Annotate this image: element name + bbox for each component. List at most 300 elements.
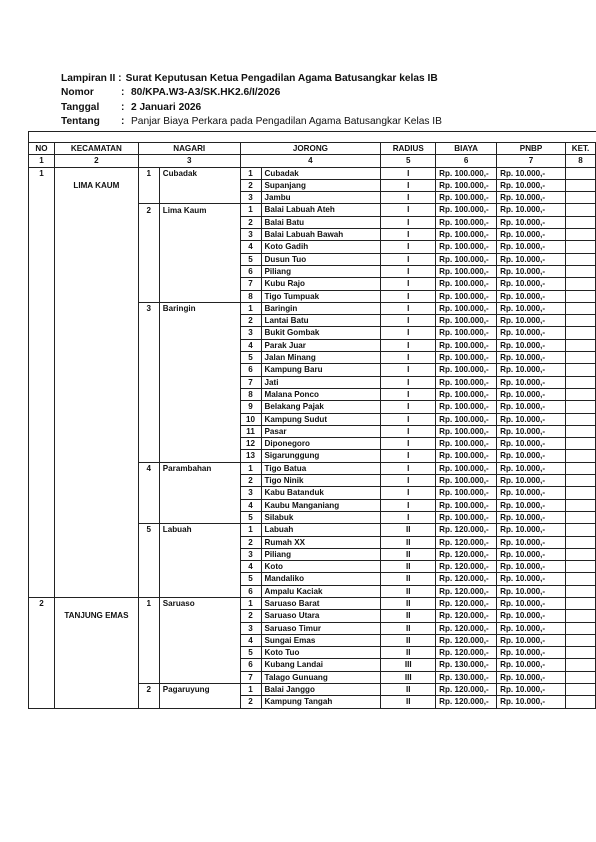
table-row	[29, 192, 596, 204]
biaya-cell: Rp. 100.000,-	[436, 253, 497, 265]
radius-cell: I	[381, 462, 436, 474]
pnbp-cell: Rp. 10.000,-	[497, 548, 566, 560]
nagari-name	[159, 475, 240, 487]
ket-cell	[565, 401, 595, 413]
radius-cell: I	[381, 499, 436, 511]
header-row	[29, 143, 596, 155]
table-row	[29, 216, 596, 228]
nagari-name	[159, 511, 240, 523]
table-row	[29, 671, 596, 683]
biaya-cell: Rp. 100.000,-	[436, 462, 497, 474]
jorong-name: Koto	[261, 561, 381, 573]
pnbp-cell: Rp. 10.000,-	[497, 536, 566, 548]
jorong-no: 5	[240, 511, 261, 523]
jorong-no: 5	[240, 647, 261, 659]
jorong-no: 5	[240, 352, 261, 364]
ket-cell	[565, 511, 595, 523]
jorong-no: 2	[240, 315, 261, 327]
jorong-name: Labuah	[261, 524, 381, 536]
nagari-name	[159, 634, 240, 646]
table-row	[29, 229, 596, 241]
table-row	[29, 597, 596, 609]
ket-cell	[565, 253, 595, 265]
row-no	[29, 241, 55, 253]
row-no	[29, 462, 55, 474]
radius-cell: III	[381, 671, 436, 683]
row-no	[29, 192, 55, 204]
pnbp-cell: Rp. 10.000,-	[497, 179, 566, 191]
nagari-name	[159, 585, 240, 597]
kecamatan-cell	[54, 585, 138, 597]
colnum-6: 6	[436, 155, 497, 167]
nagari-name	[159, 388, 240, 400]
nagari-name	[159, 696, 240, 708]
jorong-no: 1	[240, 302, 261, 314]
jorong-name: Supanjang	[261, 179, 381, 191]
nagari-name	[159, 573, 240, 585]
row-no	[29, 376, 55, 388]
ket-cell	[565, 290, 595, 302]
pnbp-cell: Rp. 10.000,-	[497, 634, 566, 646]
pnbp-cell: Rp. 10.000,-	[497, 696, 566, 708]
ket-cell	[565, 487, 595, 499]
nagari-no	[138, 634, 159, 646]
table-row	[29, 450, 596, 462]
row-no	[29, 659, 55, 671]
radius-cell: I	[381, 388, 436, 400]
table-row	[29, 438, 596, 450]
biaya-cell: Rp. 100.000,-	[436, 475, 497, 487]
pnbp-cell: Rp. 10.000,-	[497, 647, 566, 659]
ket-cell	[565, 192, 595, 204]
kecamatan-cell	[54, 327, 138, 339]
kecamatan-cell	[54, 302, 138, 314]
jorong-name: Jambu	[261, 192, 381, 204]
nagari-no	[138, 241, 159, 253]
biaya-cell: Rp. 120.000,-	[436, 647, 497, 659]
pnbp-cell: Rp. 10.000,-	[497, 216, 566, 228]
jorong-name: Kabu Batanduk	[261, 487, 381, 499]
radius-cell: I	[381, 179, 436, 191]
jorong-name: Balai Labuah Bawah	[261, 229, 381, 241]
biaya-cell: Rp. 100.000,-	[436, 265, 497, 277]
row-no	[29, 585, 55, 597]
biaya-cell: Rp. 100.000,-	[436, 450, 497, 462]
row-no	[29, 401, 55, 413]
kecamatan-cell	[54, 265, 138, 277]
ket-cell	[565, 204, 595, 216]
kecamatan-cell	[54, 499, 138, 511]
fee-table	[28, 142, 596, 709]
nagari-no	[138, 253, 159, 265]
nagari-no	[138, 315, 159, 327]
row-no	[29, 327, 55, 339]
row-no	[29, 671, 55, 683]
nagari-no	[138, 487, 159, 499]
biaya-cell: Rp. 100.000,-	[436, 413, 497, 425]
nagari-name	[159, 192, 240, 204]
pnbp-cell: Rp. 10.000,-	[497, 425, 566, 437]
table-row	[29, 204, 596, 216]
colnum-4: 4	[240, 155, 381, 167]
tentang-label: Tentang	[61, 116, 100, 128]
jorong-name: Jalan Minang	[261, 352, 381, 364]
ket-cell	[565, 167, 595, 179]
table-row	[29, 585, 596, 597]
pnbp-cell: Rp. 10.000,-	[497, 438, 566, 450]
kecamatan-cell	[54, 597, 138, 609]
jorong-no: 4	[240, 561, 261, 573]
jorong-name: Sungai Emas	[261, 634, 381, 646]
ket-cell	[565, 462, 595, 474]
radius-cell: II	[381, 524, 436, 536]
nagari-no	[138, 278, 159, 290]
table-row	[29, 339, 596, 351]
radius-cell: I	[381, 339, 436, 351]
jorong-no: 3	[240, 548, 261, 560]
row-no	[29, 229, 55, 241]
row-no	[29, 204, 55, 216]
table-row	[29, 302, 596, 314]
radius-cell: II	[381, 536, 436, 548]
nagari-no	[138, 364, 159, 376]
radius-cell: II	[381, 684, 436, 696]
ket-cell	[565, 229, 595, 241]
biaya-cell: Rp. 120.000,-	[436, 573, 497, 585]
nagari-no	[138, 413, 159, 425]
nagari-name: Baringin	[159, 302, 240, 314]
jorong-no: 1	[240, 204, 261, 216]
nagari-no	[138, 475, 159, 487]
ket-cell	[565, 548, 595, 560]
jorong-name: Rumah XX	[261, 536, 381, 548]
biaya-cell: Rp. 120.000,-	[436, 561, 497, 573]
row-no	[29, 216, 55, 228]
nagari-name: Saruaso	[159, 597, 240, 609]
header-kecamatan: KECAMATAN	[54, 143, 138, 155]
nagari-no	[138, 610, 159, 622]
pnbp-cell: Rp. 10.000,-	[497, 278, 566, 290]
row-no	[29, 610, 55, 622]
pnbp-cell: Rp. 10.000,-	[497, 487, 566, 499]
biaya-cell: Rp. 120.000,-	[436, 684, 497, 696]
biaya-cell: Rp. 120.000,-	[436, 634, 497, 646]
radius-cell: I	[381, 352, 436, 364]
jorong-no: 4	[240, 339, 261, 351]
table-row	[29, 536, 596, 548]
pnbp-cell: Rp. 10.000,-	[497, 573, 566, 585]
table-row	[29, 659, 596, 671]
radius-cell: I	[381, 401, 436, 413]
row-no: 2	[29, 597, 55, 609]
kecamatan-cell	[54, 475, 138, 487]
table-row	[29, 167, 596, 179]
nagari-name	[159, 290, 240, 302]
radius-cell: I	[381, 229, 436, 241]
biaya-cell: Rp. 120.000,-	[436, 585, 497, 597]
kecamatan-cell	[54, 413, 138, 425]
jorong-name: Kampung Sudut	[261, 413, 381, 425]
table-row	[29, 388, 596, 400]
ket-cell	[565, 659, 595, 671]
pnbp-cell: Rp. 10.000,-	[497, 511, 566, 523]
table-row	[29, 610, 596, 622]
nagari-name	[159, 487, 240, 499]
radius-cell: I	[381, 450, 436, 462]
jorong-no: 2	[240, 696, 261, 708]
kecamatan-cell	[54, 511, 138, 523]
jorong-name: Bukit Gombak	[261, 327, 381, 339]
tanggal-value: 2 Januari 2026	[131, 101, 202, 113]
table-row	[29, 376, 596, 388]
ket-cell	[565, 573, 595, 585]
row-no	[29, 339, 55, 351]
radius-cell: I	[381, 425, 436, 437]
jorong-name: Piliang	[261, 548, 381, 560]
jorong-name: Saruaso Utara	[261, 610, 381, 622]
nagari-no	[138, 659, 159, 671]
kecamatan-cell	[54, 241, 138, 253]
nagari-name	[159, 216, 240, 228]
table-row	[29, 573, 596, 585]
kecamatan-cell	[54, 450, 138, 462]
ket-cell	[565, 684, 595, 696]
ket-cell	[565, 634, 595, 646]
nagari-name	[159, 179, 240, 191]
nagari-no	[138, 671, 159, 683]
row-no	[29, 548, 55, 560]
ket-cell	[565, 302, 595, 314]
nagari-no	[138, 573, 159, 585]
jorong-name: Tigo Tumpuak	[261, 290, 381, 302]
jorong-name: Talago Gunuang	[261, 671, 381, 683]
jorong-name: Balai Janggo	[261, 684, 381, 696]
nagari-no	[138, 216, 159, 228]
ket-cell	[565, 597, 595, 609]
jorong-name: Dusun Tuo	[261, 253, 381, 265]
pnbp-cell: Rp. 10.000,-	[497, 376, 566, 388]
jorong-no: 2	[240, 610, 261, 622]
kecamatan-cell	[54, 684, 138, 696]
table-row	[29, 462, 596, 474]
kecamatan-cell	[54, 622, 138, 634]
nagari-name	[159, 278, 240, 290]
ket-cell	[565, 364, 595, 376]
kecamatan-cell	[54, 253, 138, 265]
kecamatan-cell	[54, 524, 138, 536]
pnbp-cell: Rp. 10.000,-	[497, 610, 566, 622]
row-no	[29, 450, 55, 462]
biaya-cell: Rp. 120.000,-	[436, 548, 497, 560]
jorong-no: 1	[240, 167, 261, 179]
radius-cell: II	[381, 561, 436, 573]
jorong-name: Silabuk	[261, 511, 381, 523]
table-row	[29, 364, 596, 376]
jorong-no: 6	[240, 265, 261, 277]
radius-cell: II	[381, 696, 436, 708]
nagari-name: Labuah	[159, 524, 240, 536]
radius-cell: II	[381, 610, 436, 622]
pnbp-cell: Rp. 10.000,-	[497, 561, 566, 573]
biaya-cell: Rp. 130.000,-	[436, 659, 497, 671]
jorong-name: Parak Juar	[261, 339, 381, 351]
table-row	[29, 487, 596, 499]
tanggal-colon: :	[121, 101, 125, 113]
kecamatan-cell	[54, 216, 138, 228]
biaya-cell: Rp. 100.000,-	[436, 241, 497, 253]
nagari-name	[159, 450, 240, 462]
kecamatan-cell: TANJUNG EMAS	[54, 610, 138, 622]
jorong-name: Kaubu Manganiang	[261, 499, 381, 511]
table-top-rule	[28, 131, 596, 132]
kecamatan-cell	[54, 401, 138, 413]
pnbp-cell: Rp. 10.000,-	[497, 659, 566, 671]
nagari-no	[138, 179, 159, 191]
kecamatan-cell	[54, 671, 138, 683]
radius-cell: I	[381, 204, 436, 216]
ket-cell	[565, 610, 595, 622]
radius-cell: II	[381, 573, 436, 585]
nagari-no	[138, 401, 159, 413]
kecamatan-cell	[54, 548, 138, 560]
radius-cell: I	[381, 278, 436, 290]
jorong-name: Sigarunggung	[261, 450, 381, 462]
colnum-7: 7	[497, 155, 566, 167]
row-no	[29, 647, 55, 659]
kecamatan-cell	[54, 352, 138, 364]
biaya-cell: Rp. 120.000,-	[436, 524, 497, 536]
jorong-no: 3	[240, 192, 261, 204]
header-biaya: BIAYA	[436, 143, 497, 155]
table-row	[29, 684, 596, 696]
nagari-no: 4	[138, 462, 159, 474]
kecamatan-cell	[54, 634, 138, 646]
row-no	[29, 524, 55, 536]
tentang-colon: :	[121, 116, 125, 128]
ket-cell	[565, 671, 595, 683]
ket-cell	[565, 438, 595, 450]
jorong-no: 6	[240, 585, 261, 597]
radius-cell: I	[381, 511, 436, 523]
row-no	[29, 302, 55, 314]
nagari-no	[138, 425, 159, 437]
nagari-name	[159, 610, 240, 622]
nagari-no	[138, 450, 159, 462]
jorong-no: 4	[240, 241, 261, 253]
biaya-cell: Rp. 100.000,-	[436, 364, 497, 376]
table-row	[29, 413, 596, 425]
ket-cell	[565, 450, 595, 462]
radius-cell: III	[381, 659, 436, 671]
header-radius: RADIUS	[381, 143, 436, 155]
jorong-no: 1	[240, 462, 261, 474]
pnbp-cell: Rp. 10.000,-	[497, 302, 566, 314]
pnbp-cell: Rp. 10.000,-	[497, 524, 566, 536]
biaya-cell: Rp. 100.000,-	[436, 302, 497, 314]
radius-cell: I	[381, 364, 436, 376]
radius-cell: I	[381, 376, 436, 388]
row-no	[29, 388, 55, 400]
biaya-cell: Rp. 120.000,-	[436, 536, 497, 548]
biaya-cell: Rp. 100.000,-	[436, 204, 497, 216]
kecamatan-cell	[54, 229, 138, 241]
pnbp-cell: Rp. 10.000,-	[497, 684, 566, 696]
nagari-no	[138, 339, 159, 351]
kecamatan-cell	[54, 462, 138, 474]
colnum-3: 3	[138, 155, 240, 167]
biaya-cell: Rp. 100.000,-	[436, 192, 497, 204]
radius-cell: I	[381, 302, 436, 314]
row-no	[29, 290, 55, 302]
jorong-name: Koto Gadih	[261, 241, 381, 253]
tentang-line	[61, 115, 561, 130]
jorong-no: 8	[240, 388, 261, 400]
biaya-cell: Rp. 130.000,-	[436, 671, 497, 683]
kecamatan-cell	[54, 290, 138, 302]
radius-cell: I	[381, 438, 436, 450]
nagari-no	[138, 647, 159, 659]
kecamatan-cell	[54, 573, 138, 585]
radius-cell: I	[381, 475, 436, 487]
jorong-name: Ampalu Kaciak	[261, 585, 381, 597]
jorong-no: 2	[240, 536, 261, 548]
biaya-cell: Rp. 100.000,-	[436, 376, 497, 388]
radius-cell: I	[381, 487, 436, 499]
table-row	[29, 278, 596, 290]
ket-cell	[565, 425, 595, 437]
biaya-cell: Rp. 100.000,-	[436, 315, 497, 327]
nomor-value: 80/KPA.W3-A3/SK.HK2.6/I/2026	[131, 87, 281, 99]
jorong-no: 7	[240, 671, 261, 683]
nagari-name	[159, 659, 240, 671]
radius-cell: I	[381, 413, 436, 425]
row-no	[29, 253, 55, 265]
jorong-name: Saruaso Barat	[261, 597, 381, 609]
table-row	[29, 425, 596, 437]
jorong-name: Piliang	[261, 265, 381, 277]
row-no	[29, 684, 55, 696]
jorong-name: Kampung Tangah	[261, 696, 381, 708]
nagari-no	[138, 696, 159, 708]
nagari-name: Parambahan	[159, 462, 240, 474]
table-row	[29, 327, 596, 339]
pnbp-cell: Rp. 10.000,-	[497, 388, 566, 400]
row-no	[29, 179, 55, 191]
radius-cell: I	[381, 216, 436, 228]
pnbp-cell: Rp. 10.000,-	[497, 241, 566, 253]
biaya-cell: Rp. 100.000,-	[436, 388, 497, 400]
nagari-no	[138, 229, 159, 241]
jorong-name: Kampung Baru	[261, 364, 381, 376]
table-row	[29, 499, 596, 511]
radius-cell: I	[381, 265, 436, 277]
jorong-name: Balai Labuah Ateh	[261, 204, 381, 216]
radius-cell: I	[381, 315, 436, 327]
row-no	[29, 425, 55, 437]
pnbp-cell: Rp. 10.000,-	[497, 253, 566, 265]
table-body	[29, 167, 596, 708]
nagari-no: 3	[138, 302, 159, 314]
nagari-name	[159, 548, 240, 560]
pnbp-cell: Rp. 10.000,-	[497, 499, 566, 511]
table-row	[29, 647, 596, 659]
jorong-no: 2	[240, 475, 261, 487]
pnbp-cell: Rp. 10.000,-	[497, 475, 566, 487]
kecamatan-cell	[54, 388, 138, 400]
jorong-no: 6	[240, 364, 261, 376]
ket-cell	[565, 499, 595, 511]
nagari-name	[159, 327, 240, 339]
